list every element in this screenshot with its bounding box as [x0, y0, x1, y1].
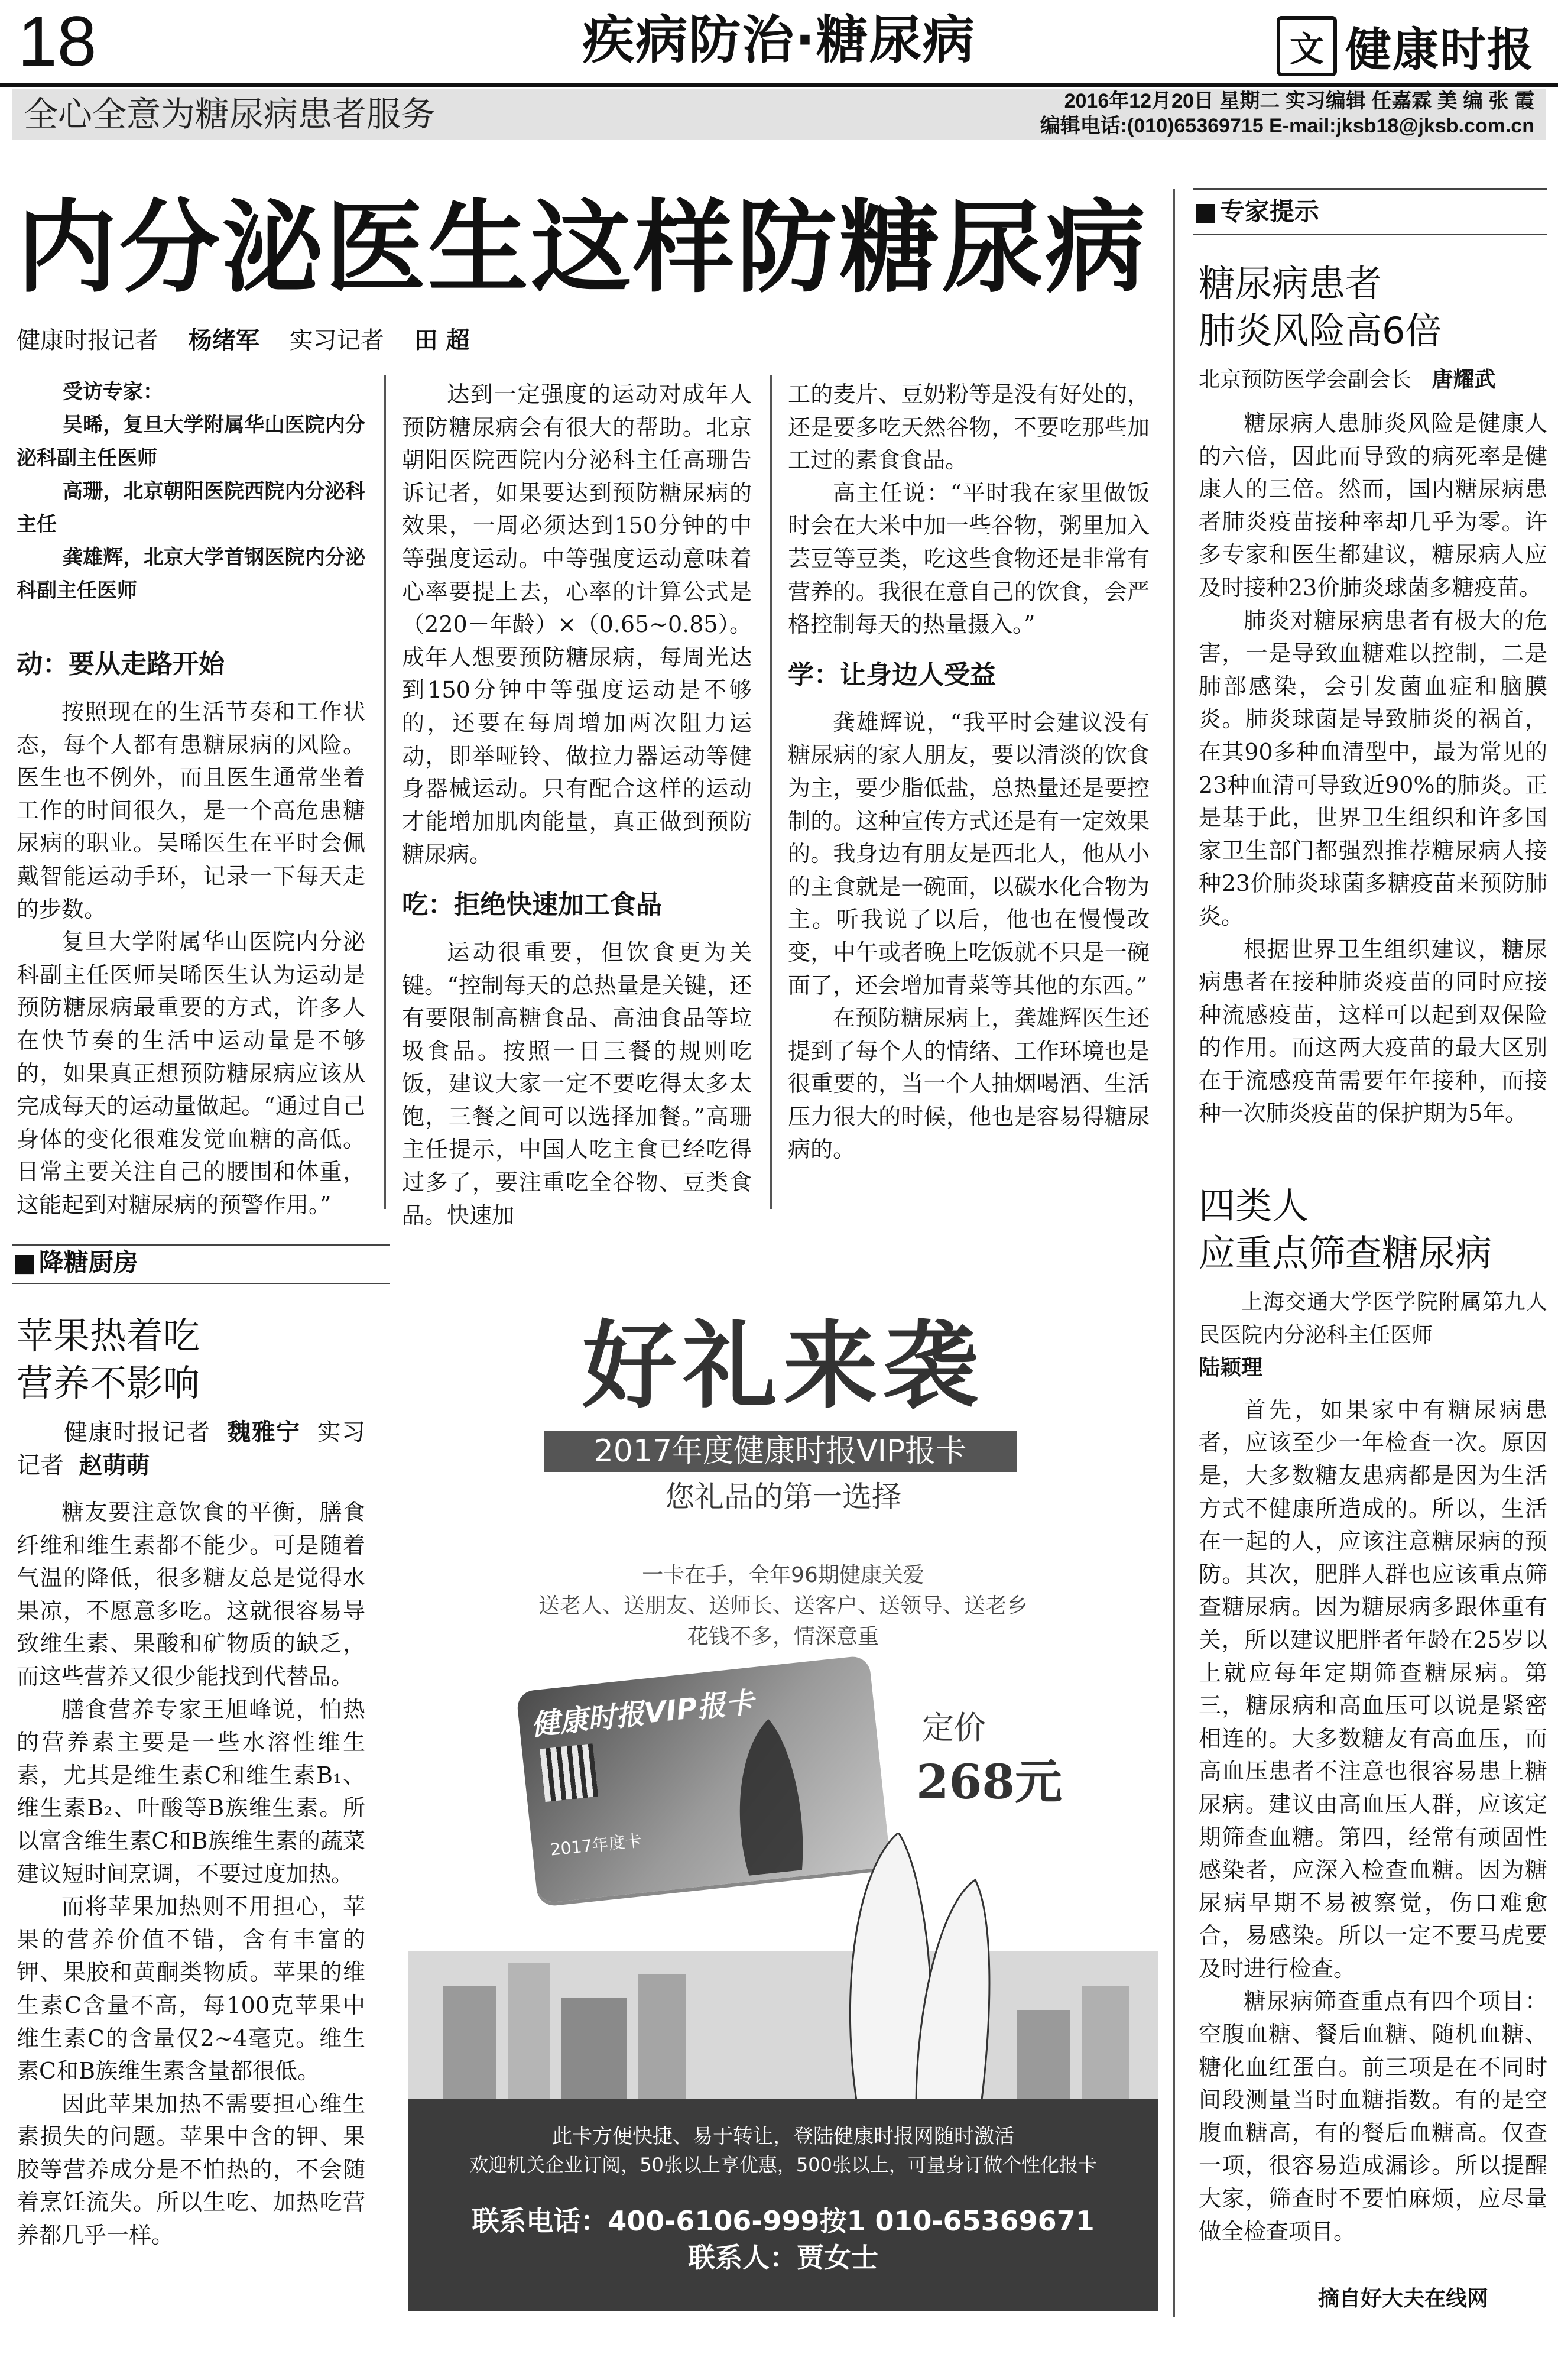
sidebar-article-2-title: 四类人 应重点筛查糖尿病 [1199, 1184, 1492, 1275]
sidebar-article-2-author-org: 上海交通大学医学院附属第九人民医院内分泌科主任医师 [1199, 1290, 1547, 1347]
subheading: 吃：拒绝快速加工食品 [402, 889, 662, 920]
byline-prefix: 健康时报记者 [17, 327, 158, 354]
ad-band: 2017年度健康时报VIP报卡 [544, 1431, 1017, 1472]
vip-card-advertisement [408, 1301, 1158, 2311]
contact-line: 编辑电话:(010)65369715 E-mail:jksb18@jksb.com.cn [1040, 115, 1534, 137]
paragraph: 复旦大学附属华山医院内分泌科副主任医师吴晞医生认为运动是预防糖尿病最重要的方式，许多人在快节奏的生活中运动量是不够的，如果真正想预防糖尿病应该从完成每天的运动量做起。“通过自己身体的变化很难发觉血糖的高低。日常主要关注自己的腰围和体重，这能起到对糖尿病的预警作用。” [17, 929, 365, 1218]
paragraph: 肺炎对糖尿病患者有极大的危害，一是导致血糖难以控制，二是肺部感染，会引发菌血症和脑膜炎。肺炎球菌是导致肺炎的祸首，在其90多种血清型中，最为常见的23种血清可导致近90%的肺炎。正是基于此，世界卫生组织和许多国家卫生部门都强烈推荐糖尿病人接种23价肺炎球菌多糖疫苗来预防肺炎。 [1199, 607, 1547, 929]
ad-title: 好礼来袭 [582, 1310, 984, 1421]
byline-name: 田 超 [414, 327, 470, 354]
main-column-1 [17, 375, 365, 1222]
sidebar-divider [1173, 189, 1175, 2317]
paragraph: 糖尿病筛查重点有四个项目：空腹血糖、餐后血糖、随机血糖、糖化血红蛋白。前三项是在不同时间段测量当时血糖指数。有的是空腹血糖高，有的餐后血糖高。仅查一项，很容易造成漏诊。所以提醒大家，筛查时不要怕麻烦，应尽量做全检查项目。 [1199, 1988, 1547, 2245]
kitchen-tag: ■ 降糖厨房 [13, 1246, 138, 1279]
paragraph: 达到一定强度的运动对成年人预防糖尿病会有很大的帮助。北京朝阳医院西院内分泌科主任高珊告诉记者，如果要达到预防糖尿病的效果，一周必须达到150分钟的中等强度运动。中等强度运动意味着心率要提上去，心率的计算公式是（220－年龄）×（0.65~0.85）。成年人想要预防糖尿病，每周光达到150分钟中等强度运动是不够的，还要在每周增加两次阻力运动，即举哑铃、做拉力器运动等健身器械运动。只有配合这样的运动才能增加肌肉能量，真正做到预防糖尿病。 [402, 381, 752, 868]
sidebar-article-1-author: 北京预防医学会副会长 唐耀武 [1199, 368, 1496, 392]
paragraph: 按照现在的生活节奏和工作状态，每个人都有患糖尿病的风险。医生也不例外，而且医生通常坐着工作的时间很久，是一个高危患糖尿病的职业。吴晞医生在平时会佩戴智能运动手环，记录一下每天走的步数。 [17, 699, 365, 922]
date-editor-line: 2016年12月20日 星期二 实习编辑 任嘉霖 美 编 张 霞 [1064, 90, 1534, 112]
source-note: 摘自好大夫在线网 [1318, 2287, 1489, 2311]
sidebar-article-1-title: 糖尿病患者 肺炎风险高6倍 [1199, 262, 1442, 352]
paragraph: 龚雄辉说，“我平时会建议没有糖尿病的家人朋友，要以清淡的饮食为主，要少脂低盐，总热量还是要控制的。这种宣传方式还是有一定效果的。我身边有朋友是西北人，他从小的主食就是一碗面，以碳水化合物为主。听我说了以后，他也在慢慢改变，中午或者晚上吃饭就不只是一碗面了，还会增加青菜等其他的东西。” [788, 709, 1150, 998]
slogan: 全心全意为糖尿病患者服务 [24, 94, 436, 134]
paragraph: 膳食营养专家王旭峰说，怕热的营养素主要是一些水溶性维生素，尤其是维生素C和维生素B₁、维生素B₂、叶酸等B族维生素。所以富含维生素C和B族维生素的蔬菜建议短时间烹调，不要过度加热。 [17, 1696, 365, 1887]
sidebar-top-rule [1193, 188, 1547, 190]
ad-footer-line: 此卡方便快捷、易于转让，登陆健康时报网随时激活 [552, 2125, 1014, 2148]
ad-contact: 联系人：贾女士 [688, 2242, 878, 2274]
logo-mark-icon: 文 [1277, 16, 1337, 76]
price-label: 定价 [922, 1709, 986, 1746]
paragraph: 在预防糖尿病上，龚雄辉医生还提到了每个人的情绪、工作环境也是很重要的，当一个人抽烟喝酒、生活压力很大的时候，他也是容易得糖尿病的。 [788, 1005, 1150, 1163]
ad-line: 一卡在手，全年96期健康关爱 [642, 1563, 924, 1587]
city-skyline-icon [408, 1833, 1158, 2105]
main-column-2 [402, 378, 752, 1232]
column-divider [384, 375, 386, 1209]
kitchen-tag-rule [12, 1283, 390, 1284]
card-title: 健康时报VIP报卡 [529, 1685, 755, 1742]
experts-label: 受访专家： [63, 380, 163, 404]
paragraph: 首先，如果家中有糖尿病患者，应该至少一年检查一次。原因是，大多数糖友患病都是因为生活方式不健康所造成的。所以，生活在一起的人，应该注意糖尿病的预防。其次，肥胖人群也应该重点筛查糖尿病。因为糖尿病多跟体重有关，所以建议肥胖者年龄在25岁以上就应每年定期筛查糖尿病。第三，糖尿病和高血压可以说是紧密相连的。大多数糖友有高血压，而高血压患者不注意也很容易患上糖尿病。建议由高血压人群，应该定期筛查血糖。第四，经常有顽固性感染者，应深入检查血糖。因为糖尿病早期不易被察觉，伤口难愈合，易感染。所以一定不要马虎要及时进行检查。 [1199, 1396, 1547, 1982]
kitchen-title: 苹果热着吃 营养不影响 [17, 1314, 200, 1405]
subheading: 学：让身边人受益 [788, 659, 996, 690]
main-column-3 [788, 378, 1150, 1166]
sidebar-article-2-author-name: 陆颖理 [1199, 1356, 1263, 1380]
ad-line: 花钱不多，情深意重 [687, 1625, 879, 1649]
sidebar-tag: ■ 专家提示 [1194, 195, 1319, 228]
sidebar-article-1-body [1199, 364, 1547, 1130]
expert-item: 吴晞，复旦大学附属华山医院内分泌科副主任医师 [17, 413, 366, 470]
kitchen-byline: 健康时报记者 魏雅宁 实习记者 赵萌萌 [17, 1419, 366, 1479]
sidebar-article-2-body [1199, 1286, 1547, 2248]
ad-phone: 联系电话：400-6106-999按1 010-65369671 [472, 2205, 1095, 2237]
ad-footer [408, 2099, 1158, 2311]
sidebar-tag-rule [1193, 234, 1547, 235]
expert-item: 高珊，北京朝阳医院西院内分泌科主任 [17, 479, 366, 536]
paragraph: 而将苹果加热则不用担心，苹果的营养价值不错，含有丰富的钾、果胶和黄酮类物质。苹果的维生素C含量不高，每100克苹果中维生素C的含量仅2~4毫克。维生素C和B族维生素含量都很低。 [17, 1893, 365, 2084]
price-value: 268元 [916, 1754, 1062, 1810]
logo-text: 健康时报 [1345, 23, 1534, 77]
section-title: 疾病防治·糖尿病 [582, 9, 976, 70]
newspaper-logo [1277, 13, 1534, 79]
ad-subtitle: 您礼品的第一选择 [665, 1480, 901, 1514]
page-number: 18 [18, 2, 97, 81]
kitchen-body [17, 1416, 365, 2252]
paragraph: 根据世界卫生组织建议，糖尿病患者在接种肺炎疫苗的同时应接种流感疫苗，这样可以起到双保险的作用。而这两大疫苗的最大区别在于流感疫苗需要年年接种，而接种一次肺炎疫苗的保护期为5年。 [1199, 936, 1547, 1127]
qr-code-icon [540, 1743, 598, 1802]
byline-name: 杨绪军 [188, 327, 259, 354]
expert-item: 龚雄辉，北京大学首钢医院内分泌科副主任医师 [17, 546, 366, 602]
main-byline [17, 324, 470, 357]
column-divider [770, 375, 772, 1209]
paragraph: 糖友要注意饮食的平衡，膳食纤维和维生素都不能少。可是随着气温的降低，很多糖友总是觉得水果凉，不愿意多吃。这就很容易导致维生素、果酸和矿物质的缺乏，而这些营养又很少能找到代替品。 [17, 1499, 365, 1690]
paragraph: 运动很重要，但饮食更为关键。“控制每天的总热量是关键，还有要限制高糖食品、高油食品等垃圾食品。按照一日三餐的规则吃饭，建议大家一定不要吃得太多太饱，三餐之间可以选择加餐。”高珊主任提示，中国人吃主食已经吃得过多了，要注重吃全谷物、豆类食品。快速加 [402, 939, 752, 1228]
dateline [1040, 89, 1534, 138]
ad-line: 送老人、送朋友、送师长、送客户、送领导、送老乡 [538, 1594, 1028, 1618]
ad-footer-line: 欢迎机关企业订阅，50张以上享优惠，500张以上，可量身订做个性化报卡 [469, 2154, 1097, 2176]
main-headline: 内分泌医生这样防糖尿病 [17, 190, 1148, 307]
paragraph: 因此苹果加热不需要担心维生素损失的问题。苹果中含的钾、果胶等营养成分是不怕热的，不会随着烹饪流失。所以生吃、加热吃营养都几乎一样。 [17, 2090, 365, 2249]
kitchen-top-rule [12, 1244, 390, 1246]
subheading: 动：要从走路开始 [17, 649, 225, 679]
card-year: 2017年度卡 [549, 1830, 643, 1860]
byline-mid: 实习记者 [289, 327, 384, 354]
paragraph: 糖尿病人患肺炎风险是健康人的六倍，因此而导致的病死率是健康人的三倍。然而，国内糖尿病患者肺炎疫苗接种率却几乎为零。许多专家和医生都建议，糖尿病人应及时接种23价肺炎球菌多糖疫苗。 [1199, 410, 1547, 601]
header-rule [0, 83, 1558, 87]
paragraph: 高主任说：“平时我在家里做饭时会在大米中加一些谷物，粥里加入芸豆等豆类，吃这些食物还是非常有营养的。我很在意自己的饮食，会严格控制每天的热量摄入。” [788, 479, 1150, 638]
paragraph: 工的麦片、豆奶粉等是没有好处的，还是要多吃天然谷物，不要吃那些加工过的素食食品。 [788, 381, 1150, 474]
